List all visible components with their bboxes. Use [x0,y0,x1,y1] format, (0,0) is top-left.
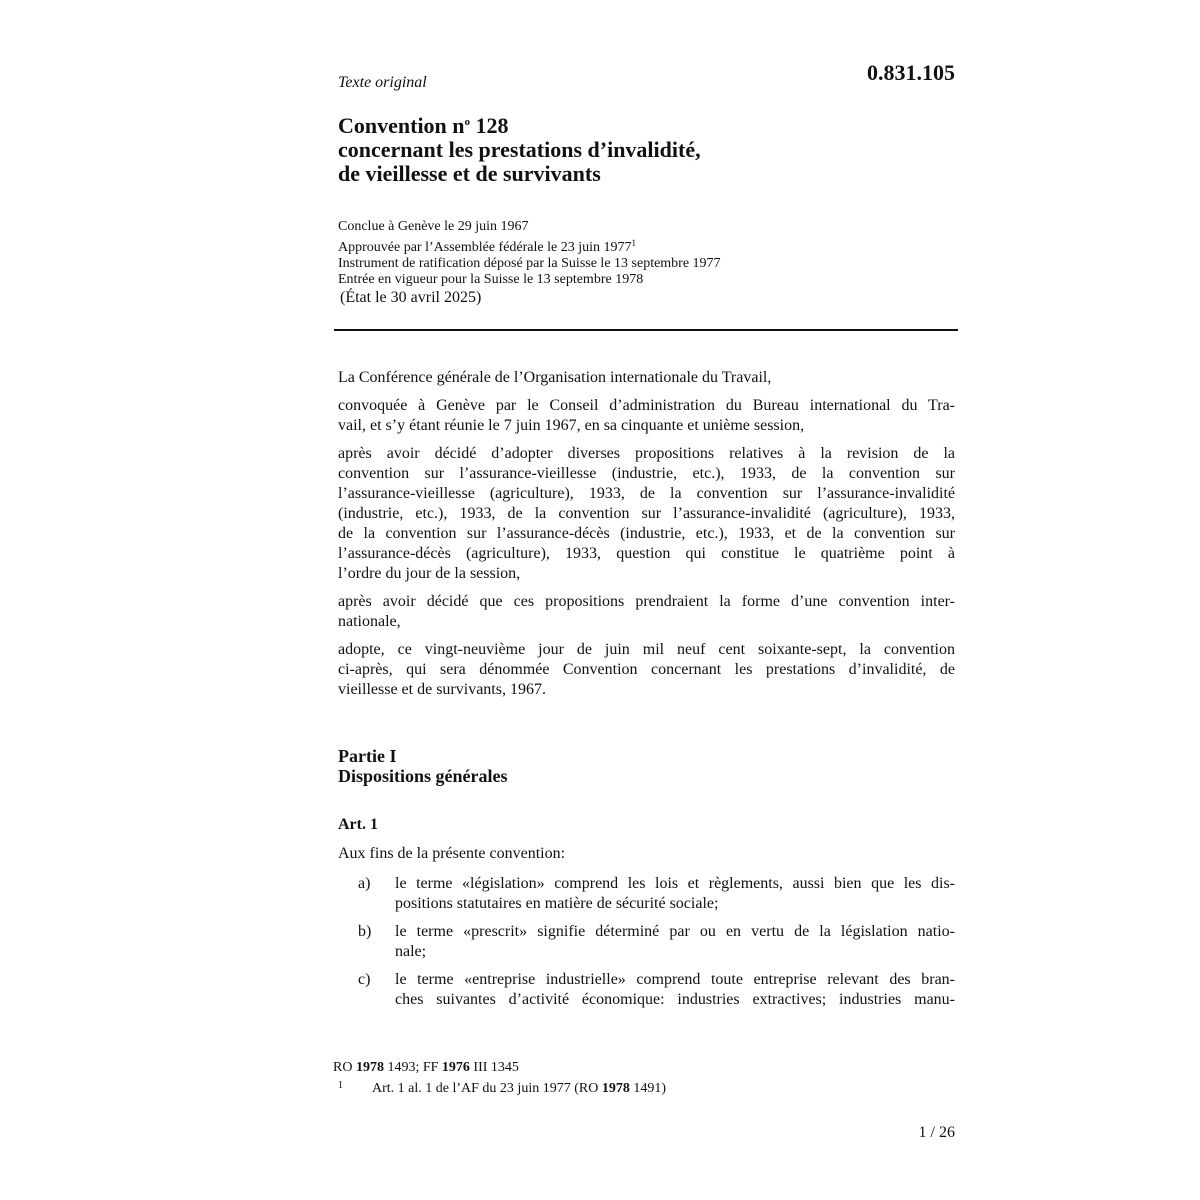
preamble [338,368,955,708]
list-item: a) le terme «législation» comprend les lois et règlements, aussi bien que les dis- positions statutaires en matière de sécurité sociale; [358,875,955,912]
list-marker: c) [358,971,371,988]
preamble-paragraph: adopte, ce vingt-neuvième jour de juin mil neuf cent soixante-sept, la convention ci-après, qui sera dénommée Convention concernant les prestations d’invalidité, de vieillesse et de survivants, 1967. [338,641,955,698]
list-item: b) le terme «prescrit» signifie déterminé par ou en vertu de la législation natio- nale; [358,923,955,960]
document-number: 0.831.105 [867,60,955,85]
document-metadata [338,219,721,288]
preamble-paragraph: après avoir décidé que ces propositions prendraient la forme d’une convention inter- nationale, [338,593,955,630]
list-marker: b) [358,923,372,940]
document-title [338,110,701,186]
footnote-marker[interactable]: 1 [631,238,637,248]
preamble-paragraph: convoquée à Genève par le Conseil d’administration du Bureau international du Tra- vail, et s’y étant réunie le 7 juin 1967, en sa cinquante et unième session, [338,397,955,434]
meta-approved: Approuvée par l’Assemblée fédérale le 23 juin 1977$^1$ [338,238,637,255]
meta-ratification: Instrument de ratification déposé par la Suisse le 13 septembre 1977 [338,256,721,271]
list-marker: a) [358,875,371,892]
title-line-1: Convention $n^o$ 128 [338,113,509,138]
original-text-label: Texte original [338,74,427,91]
footnote-1: 1 Art. 1 al. 1 de l’AF du 23 juin 1977 (RO 1978 1491) [333,1077,666,1098]
part-title: Dispositions générales [338,766,508,786]
article-intro: Aux fins de la présente convention: [338,845,566,862]
preamble-paragraph: La Conférence générale de l’Organisation internationale du Travail, [338,369,772,386]
part-number: Partie I [338,746,397,766]
title-line-2: concernant les prestations d’invalidité, [338,137,701,162]
definition-list [338,874,955,1018]
meta-entry: Entrée en vigueur pour la Suisse le 13 septembre 1978 [338,272,644,287]
footnotes [333,1059,666,1098]
part-heading [338,746,508,786]
title-line-3: de vieillesse et de survivants [338,161,601,186]
page-number: 1 / 26 [918,1124,955,1141]
meta-concluded: Conclue à Genève le 29 juin 1967 [338,219,529,234]
list-item: c) le terme «entreprise industrielle» comprend toute entreprise relevant des bran- ches suivantes d’activité économique: industries extractives; industries manu- [358,971,955,1008]
article-heading: Art. 1 [338,816,378,833]
preamble-paragraph: après avoir décidé d’adopter diverses propositions relatives à la revision de la convention sur l’assurance-vieillesse (industrie, etc.), 1933, de la convention sur l’assurance-vieillesse (agriculture), 1933, de la convention sur l’assurance-invalidité (industrie, etc.), 1933, de la convention sur l’assurance-invalidité (agriculture), 1933, de la convention sur l’assurance-décès (industrie, etc.), 1933, et de la convention sur l’assurance-décès (agriculture), 1933, question qui constitue le quatrième point à l’ordre du jour de la session, [338,445,955,582]
state-date: (État le 30 avril 2025) [340,289,482,306]
footnote-number: 1 [338,1080,343,1091]
header-divider [334,329,958,331]
official-references: RO 1978 1493; FF 1976 III 1345 [333,1060,519,1075]
